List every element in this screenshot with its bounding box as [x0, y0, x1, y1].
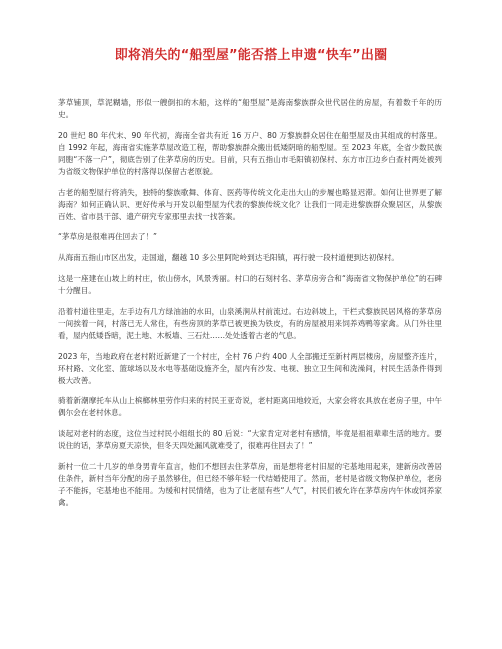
- article-title: 即将消失的“船型屋”能否搭上申遗“快车”出圈: [114, 48, 388, 63]
- paragraph: 骑着新潮摩托车从山上槟榔林里劳作归来的村民王亚奇说，老村距离田地较近，大家会将农具放在老房子里，中午偶尔会在老村休息。: [58, 396, 442, 418]
- paragraph: 2023 年，当地政府在老村附近新建了一个村庄，全村 76 户约 400 人全部搬迁至新村两层楼房，房屋整齐连片，环村路、文化室、篮球场以及水电等基础设施齐全，屋内有沙发、电视、独立卫生间和洗澡间，村民生活条件得到极大改善。: [58, 351, 442, 385]
- paragraph: 新村一位二十几岁的单身男青年直言，他们不想回去住茅草房，而是想将老村旧屋的宅基地用起来，建新房改善居住条件，新村当年分配的房子虽然够住，但已经不够年轻一代结婚使用了。然而，老村是省级文物保护单位，老房子不能拆，宅基地也不能用。为缓和村民情绪，也为了让老屋有些“人气”，村民们被允许在茅草房内午休或饲养家禽。: [58, 461, 442, 507]
- paragraph: 20 世纪 80 年代末、90 年代初，海南全省共有近 16 万户、80 万黎族群众居住在船型屋及由其组成的村落里。自 1992 年起，海南省实施茅草屋改造工程，帮助黎族群众搬出低矮阴暗的船型屋。至 2023 年底，全省少数民族同胞“不落一户”，彻底告别了住茅草房的历史。目前，只有五指山市毛阳镇初保村、东方市江边乡白查村两处被列为省级文物保护单位的村落得以保留古老原貌。: [58, 130, 442, 176]
- paragraph: 沿着村道往里走，左手边有几方绿油油的水田，山泉溪涧从村前流过。右边斜坡上，干栏式黎族民居风格的茅草房一间挨着一间，村落已无人常住，有些房顶的茅草已被更换为铁皮，有的房屋被用来饲养鸡鸭等家禽。从门外往里看，屋内低矮昏暗，泥土地、木板墙、三石灶……处处透着古老的气息。: [58, 306, 442, 340]
- article-body: [58, 97, 442, 518]
- paragraph: 这是一座建在山坡上的村庄，依山傍水，风景秀丽。村口的石刻村名、茅草房旁合和“海南省文物保护单位”的石碑十分醒目。: [58, 273, 442, 295]
- paragraph: 从海南五指山市区出发，走国道，翻越 10 多公里阿陀岭到达毛阳镇，再行驶一段村道便到达初保村。: [58, 253, 400, 263]
- section-heading: “茅草房是很难再住回去了！”: [58, 232, 157, 242]
- paragraph: 谈起对老村的态度，这位当过村民小组组长的 80 后说：“大家肯定对老村有感情，毕竟是祖祖辈辈生活的地方。要说住的话，茅草房夏天凉快，但冬天四处漏风就难受了，很难再住回去了！”: [58, 429, 442, 451]
- paragraph: 古老的船型屋行将消失，独特的黎族歌舞、体育、医药等传统文化走出大山的步履也略显迟滞。如何让世界更了解海南？如何正确认识、更好传承与开发以船型屋为代表的黎族传统文化？让我们一同走进黎族群众聚居区，从黎族百姓、省市县干部、遗产研究专家那里去找一找答案。: [58, 187, 442, 221]
- paragraph: 茅草铺顶，草泥糊墙，形似一艘倒扣的木船，这样的“船型屋”是海南黎族群众世代居住的房屋，有着数千年的历史。: [58, 98, 442, 119]
